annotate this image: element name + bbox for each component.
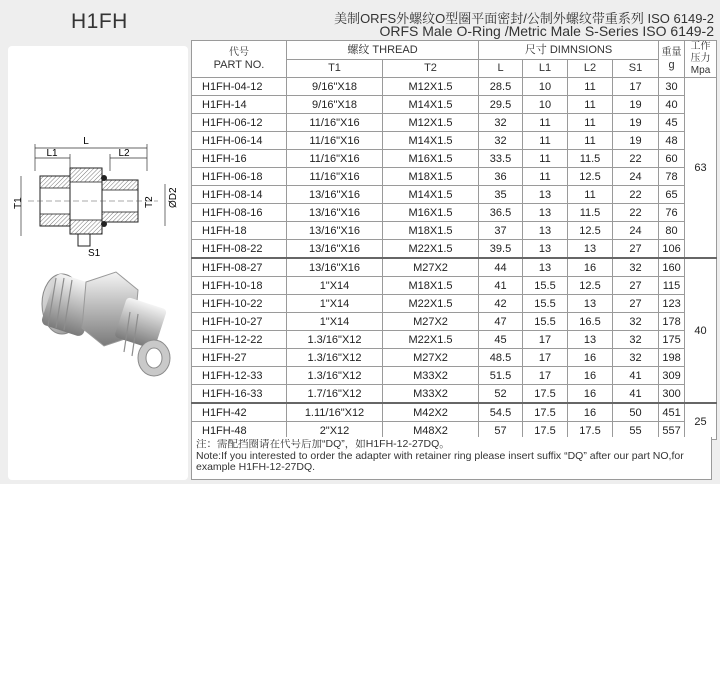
- cell-t2: M22X1.5: [383, 331, 479, 349]
- cell-s1: 27: [613, 295, 659, 313]
- cell-l1: 11: [523, 150, 568, 168]
- cell-l2: 16: [568, 385, 613, 404]
- cell-l2: 16: [568, 403, 613, 422]
- cell-t1: 13/16"X16: [287, 222, 383, 240]
- cell-l1: 15.5: [523, 295, 568, 313]
- cell-l1: 15.5: [523, 277, 568, 295]
- cell-t2: M18X1.5: [383, 222, 479, 240]
- header-t1: T1: [287, 59, 383, 78]
- header-thread: 螺纹 THREAD: [287, 41, 479, 60]
- cell-g: 40: [659, 96, 685, 114]
- cell-l2: 11: [568, 114, 613, 132]
- cell-l2: 11.5: [568, 204, 613, 222]
- cell-t2: M42X2: [383, 403, 479, 422]
- cell-t1: 9/16"X18: [287, 78, 383, 96]
- cell-l2: 13: [568, 295, 613, 313]
- cell-l1: 13: [523, 186, 568, 204]
- cell-l1: 13: [523, 240, 568, 259]
- note-english-line2: example H1FH-12-27DQ.: [196, 462, 316, 473]
- table-row: [192, 367, 717, 385]
- cell-l: 29.5: [479, 96, 523, 114]
- cell-g: 178: [659, 313, 685, 331]
- cell-l: 52: [479, 385, 523, 404]
- cell-g: 78: [659, 168, 685, 186]
- cell-t1: 11/16"X16: [287, 132, 383, 150]
- cell-s1: 19: [613, 132, 659, 150]
- cell-t1: 1.3/16"X12: [287, 349, 383, 367]
- table-row: [192, 114, 717, 132]
- cell-l: 35: [479, 186, 523, 204]
- cell-l: 37: [479, 222, 523, 240]
- cell-s1: 24: [613, 168, 659, 186]
- table-row: [192, 277, 717, 295]
- cell-part: H1FH-06-14: [192, 132, 287, 150]
- cell-t2: M18X1.5: [383, 168, 479, 186]
- cell-t2: M22X1.5: [383, 240, 479, 259]
- cell-t2: M12X1.5: [383, 114, 479, 132]
- title-chinese: 美制ORFS外螺纹O型圈平面密封/公制外螺纹带重系列 ISO 6149-2: [334, 11, 714, 26]
- cell-part: H1FH-48: [192, 422, 287, 440]
- product-code: H1FH: [71, 10, 128, 33]
- cell-l: 39.5: [479, 240, 523, 259]
- cell-l2: 17.5: [568, 422, 613, 440]
- cell-s1: 32: [613, 331, 659, 349]
- header-pressure: 工作 压力 Mpa: [685, 41, 717, 78]
- cell-t2: M22X1.5: [383, 295, 479, 313]
- cell-s1: 24: [613, 222, 659, 240]
- cell-t2: M27X2: [383, 349, 479, 367]
- cell-part: H1FH-10-27: [192, 313, 287, 331]
- cell-t1: 11/16"X16: [287, 150, 383, 168]
- table-row: [192, 240, 717, 259]
- cell-l1: 11: [523, 114, 568, 132]
- header-l2: L2: [568, 59, 613, 78]
- table-row: [192, 132, 717, 150]
- table-row: [192, 78, 717, 96]
- cell-s1: 19: [613, 114, 659, 132]
- table-row: [192, 349, 717, 367]
- cell-g: 30: [659, 78, 685, 96]
- cell-l2: 11: [568, 96, 613, 114]
- cell-t1: 1.11/16"X12: [287, 403, 383, 422]
- cell-l: 42: [479, 295, 523, 313]
- table-row: [192, 331, 717, 349]
- cell-l1: 17.5: [523, 422, 568, 440]
- cell-part: H1FH-04-12: [192, 78, 287, 96]
- cell-s1: 22: [613, 150, 659, 168]
- cell-l2: 12.5: [568, 168, 613, 186]
- cell-l1: 13: [523, 222, 568, 240]
- table-row: [192, 168, 717, 186]
- cell-l: 36.5: [479, 204, 523, 222]
- cell-l: 41: [479, 277, 523, 295]
- cell-part: H1FH-16-33: [192, 385, 287, 404]
- dim-label-t1: T1: [13, 197, 24, 209]
- cell-l1: 13: [523, 204, 568, 222]
- cell-l2: 12.5: [568, 222, 613, 240]
- cell-s1: 27: [613, 240, 659, 259]
- cell-t2: M27X2: [383, 258, 479, 277]
- cell-l2: 11: [568, 132, 613, 150]
- cell-t1: 1.3/16"X12: [287, 367, 383, 385]
- cell-t1: 13/16"X16: [287, 258, 383, 277]
- cell-s1: 17: [613, 78, 659, 96]
- cell-s1: 27: [613, 277, 659, 295]
- cell-t1: 9/16"X18: [287, 96, 383, 114]
- cell-l2: 12.5: [568, 277, 613, 295]
- cell-l1: 17: [523, 349, 568, 367]
- cell-l1: 15.5: [523, 313, 568, 331]
- cell-t2: M12X1.5: [383, 78, 479, 96]
- cell-t2: M14X1.5: [383, 132, 479, 150]
- cell-l1: 17.5: [523, 403, 568, 422]
- cell-part: H1FH-06-12: [192, 114, 287, 132]
- header-t2: T2: [383, 59, 479, 78]
- cell-l: 32: [479, 132, 523, 150]
- cell-g: 198: [659, 349, 685, 367]
- cell-part: H1FH-12-33: [192, 367, 287, 385]
- cell-t2: M18X1.5: [383, 277, 479, 295]
- cell-s1: 41: [613, 367, 659, 385]
- cell-l2: 16: [568, 349, 613, 367]
- cell-l2: 16: [568, 367, 613, 385]
- cell-l: 36: [479, 168, 523, 186]
- note-english-line1: Note:If you interested to order the adapter with retainer ring please insert suffix “DQ” after our part NO,for: [196, 450, 684, 462]
- cell-g: 76: [659, 204, 685, 222]
- header-l: L: [479, 59, 523, 78]
- cell-t2: M33X2: [383, 367, 479, 385]
- table-row: [192, 313, 717, 331]
- cell-pressure: 63: [685, 78, 717, 259]
- cell-part: H1FH-08-16: [192, 204, 287, 222]
- cell-l1: 17: [523, 331, 568, 349]
- cell-s1: 32: [613, 349, 659, 367]
- cell-l1: 10: [523, 78, 568, 96]
- cell-s1: 22: [613, 186, 659, 204]
- table-row: [192, 295, 717, 313]
- cell-t1: 13/16"X16: [287, 186, 383, 204]
- header-dimensions: 尺寸 DIMNSIONS: [479, 41, 659, 60]
- cell-l2: 16.5: [568, 313, 613, 331]
- cell-l2: 11: [568, 186, 613, 204]
- cell-g: 45: [659, 114, 685, 132]
- header-part-no: 代号 PART NO.: [192, 41, 287, 78]
- cell-part: H1FH-10-22: [192, 295, 287, 313]
- dim-label-d2: ØD2: [168, 187, 179, 208]
- cell-s1: 32: [613, 313, 659, 331]
- table-row: [192, 403, 717, 422]
- cell-l1: 11: [523, 132, 568, 150]
- cell-part: H1FH-16: [192, 150, 287, 168]
- cell-s1: 19: [613, 96, 659, 114]
- cell-g: 160: [659, 258, 685, 277]
- table-row: [192, 96, 717, 114]
- cell-t1: 1"X14: [287, 313, 383, 331]
- table-row: [192, 258, 717, 277]
- cell-g: 123: [659, 295, 685, 313]
- cell-l1: 11: [523, 168, 568, 186]
- cell-part: H1FH-42: [192, 403, 287, 422]
- cell-l1: 13: [523, 258, 568, 277]
- cell-l: 51.5: [479, 367, 523, 385]
- cell-part: H1FH-06-18: [192, 168, 287, 186]
- cell-t2: M14X1.5: [383, 96, 479, 114]
- table-row: [192, 385, 717, 404]
- cell-t1: 1"X14: [287, 277, 383, 295]
- cell-pressure: 25: [685, 403, 717, 440]
- note-chinese: 注：需配挡圈请在代号后加“DQ”，如H1FH-12-27DQ。: [196, 439, 450, 450]
- cell-t1: 13/16"X16: [287, 240, 383, 259]
- cell-s1: 32: [613, 258, 659, 277]
- header-weight: 重量 g: [659, 41, 685, 78]
- cell-g: 65: [659, 186, 685, 204]
- cell-t1: 1"X14: [287, 295, 383, 313]
- fitting-photo: [8, 46, 188, 480]
- cell-g: 60: [659, 150, 685, 168]
- cell-t2: M16X1.5: [383, 204, 479, 222]
- cell-s1: 50: [613, 403, 659, 422]
- header-s1: S1: [613, 59, 659, 78]
- cell-g: 451: [659, 403, 685, 422]
- header-l1: L1: [523, 59, 568, 78]
- cell-part: H1FH-08-22: [192, 240, 287, 259]
- spec-table: [191, 40, 717, 440]
- dim-label-t2: T2: [144, 196, 155, 208]
- cell-l: 48.5: [479, 349, 523, 367]
- cell-l: 44: [479, 258, 523, 277]
- cell-g: 115: [659, 277, 685, 295]
- dim-label-l1: L1: [46, 148, 58, 159]
- cell-s1: 22: [613, 204, 659, 222]
- cell-t1: 13/16"X16: [287, 204, 383, 222]
- table-row: [192, 204, 717, 222]
- cell-g: 309: [659, 367, 685, 385]
- cell-l: 47: [479, 313, 523, 331]
- cell-g: 80: [659, 222, 685, 240]
- table-row: [192, 150, 717, 168]
- cell-t1: 1.7/16"X12: [287, 385, 383, 404]
- cell-g: 106: [659, 240, 685, 259]
- cell-g: 48: [659, 132, 685, 150]
- cell-t2: M33X2: [383, 385, 479, 404]
- cell-l: 28.5: [479, 78, 523, 96]
- cell-s1: 41: [613, 385, 659, 404]
- cell-g: 175: [659, 331, 685, 349]
- cell-t1: 2"X12: [287, 422, 383, 440]
- cell-l2: 13: [568, 240, 613, 259]
- cell-t1: 1.3/16"X12: [287, 331, 383, 349]
- cell-part: H1FH-10-18: [192, 277, 287, 295]
- cell-t2: M48X2: [383, 422, 479, 440]
- cell-part: H1FH-08-14: [192, 186, 287, 204]
- cell-s1: 55: [613, 422, 659, 440]
- cell-l1: 10: [523, 96, 568, 114]
- cell-l2: 11.5: [568, 150, 613, 168]
- cell-l2: 11: [568, 78, 613, 96]
- cell-t1: 11/16"X16: [287, 114, 383, 132]
- cell-l: 45: [479, 331, 523, 349]
- dim-label-s1: S1: [88, 248, 101, 259]
- title-english: ORFS Male O-Ring /Metric Male S-Series ISO 6149-2: [379, 23, 714, 39]
- cell-l1: 17.5: [523, 385, 568, 404]
- dim-label-l2: L2: [118, 148, 130, 159]
- cell-l: 57: [479, 422, 523, 440]
- cell-t2: M14X1.5: [383, 186, 479, 204]
- cell-pressure: 40: [685, 258, 717, 403]
- cell-t2: M16X1.5: [383, 150, 479, 168]
- cell-l: 33.5: [479, 150, 523, 168]
- cell-part: H1FH-08-27: [192, 258, 287, 277]
- cell-l2: 13: [568, 331, 613, 349]
- cell-l: 32: [479, 114, 523, 132]
- cell-l: 54.5: [479, 403, 523, 422]
- cell-part: H1FH-18: [192, 222, 287, 240]
- cell-g: 300: [659, 385, 685, 404]
- cell-part: H1FH-27: [192, 349, 287, 367]
- cell-part: H1FH-12-22: [192, 331, 287, 349]
- cell-t2: M27X2: [383, 313, 479, 331]
- order-notes: [191, 437, 712, 480]
- dim-label-l: L: [83, 136, 89, 147]
- cell-g: 557: [659, 422, 685, 440]
- cell-l1: 17: [523, 367, 568, 385]
- cell-part: H1FH-14: [192, 96, 287, 114]
- cell-t1: 11/16"X16: [287, 168, 383, 186]
- table-row: [192, 222, 717, 240]
- table-row: [192, 186, 717, 204]
- illustration-panel: [8, 46, 188, 480]
- cell-l2: 16: [568, 258, 613, 277]
